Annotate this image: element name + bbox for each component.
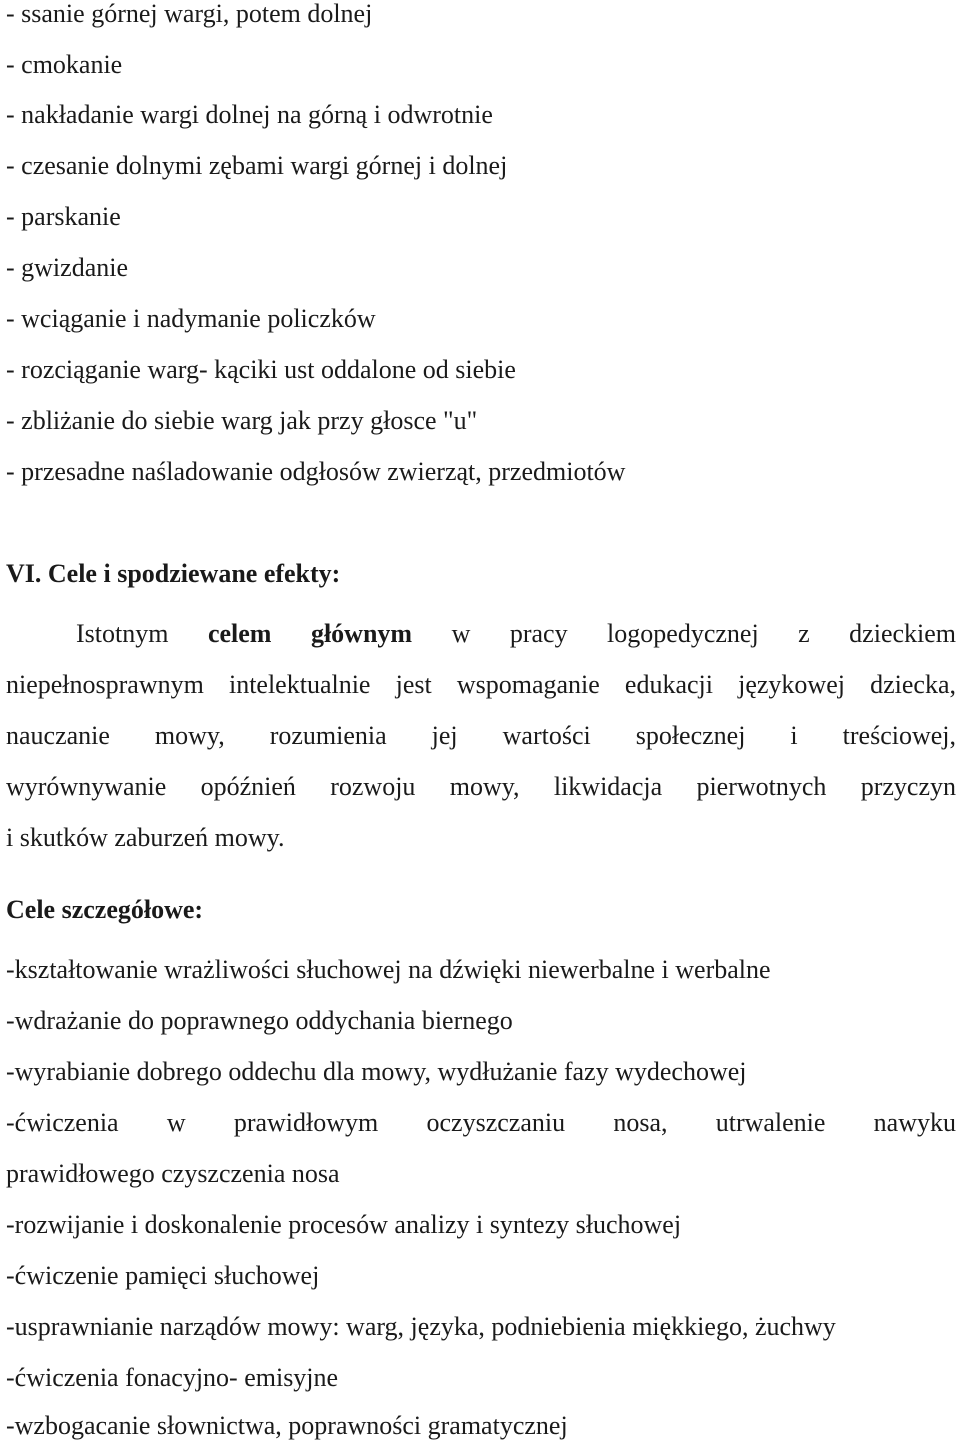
goal-text: w pracy logopedycznej z dzieckiem (451, 619, 957, 648)
list-item: -ćwiczenie pamięci słuchowej (6, 1261, 320, 1290)
list-item: -wdrażanie do poprawnego oddychania biernego (6, 1006, 513, 1035)
list-item: - nakładanie wargi dolnej na górną i odwrotnie (6, 100, 493, 129)
list-item: - wciąganie i nadymanie policzków (6, 304, 376, 333)
list-item: -wzbogacanie słownictwa, poprawności gramatycznej (6, 1411, 568, 1440)
list-item: - przesadne naśladowanie odgłosów zwierząt, przedmiotów (6, 457, 626, 486)
list-item: -rozwijanie i doskonalenie procesów analizy i syntezy słuchowej (6, 1210, 682, 1239)
list-item-continuation: prawidłowego czyszczenia nosa (6, 1159, 340, 1188)
list-item: - gwizdanie (6, 253, 129, 282)
detailed-goals-heading: Cele szczegółowe: (6, 895, 204, 924)
list-item: -kształtowanie wrażliwości słuchowej na dźwięki niewerbalne i werbalne (6, 955, 771, 984)
goal-paragraph-line-3: nauczanie mowy, rozumienia jej wartości społecznej i treściowej, (6, 721, 956, 750)
list-item: - rozciąganie warg- kąciki ust oddalone od siebie (6, 355, 516, 384)
list-item: -ćwiczenia fonacyjno- emisyjne (6, 1363, 339, 1392)
list-item: -usprawnianie narządów mowy: warg, języka, podniebienia miękkiego, żuchwy (6, 1312, 836, 1341)
list-item: - czesanie dolnymi zębami wargi górnej i dolnej (6, 151, 508, 180)
goal-text: Istotnym (76, 619, 169, 648)
goal-emphasis: celem głównym (207, 619, 413, 648)
list-item: -ćwiczenia w prawidłowym oczyszczaniu nosa, utrwalenie nawyku (6, 1108, 956, 1137)
goal-paragraph-line-1 (6, 618, 956, 650)
list-item: - zbliżanie do siebie warg jak przy głosce "u" (6, 406, 478, 435)
list-item: - ssanie górnej wargi, potem dolnej (6, 0, 373, 28)
list-item: - cmokanie (6, 50, 123, 79)
list-item: -wyrabianie dobrego oddechu dla mowy, wydłużanie fazy wydechowej (6, 1057, 747, 1086)
list-item: - parskanie (6, 202, 121, 231)
section-heading: VI. Cele i spodziewane efekty: (6, 559, 341, 588)
goal-paragraph-line-2: niepełnosprawnym intelektualnie jest wspomaganie edukacji językowej dziecka, (6, 670, 956, 699)
goal-paragraph-line-5: i skutków zaburzeń mowy. (6, 823, 285, 852)
goal-paragraph-line-4: wyrównywanie opóźnień rozwoju mowy, likwidacja pierwotnych przyczyn (6, 772, 956, 801)
